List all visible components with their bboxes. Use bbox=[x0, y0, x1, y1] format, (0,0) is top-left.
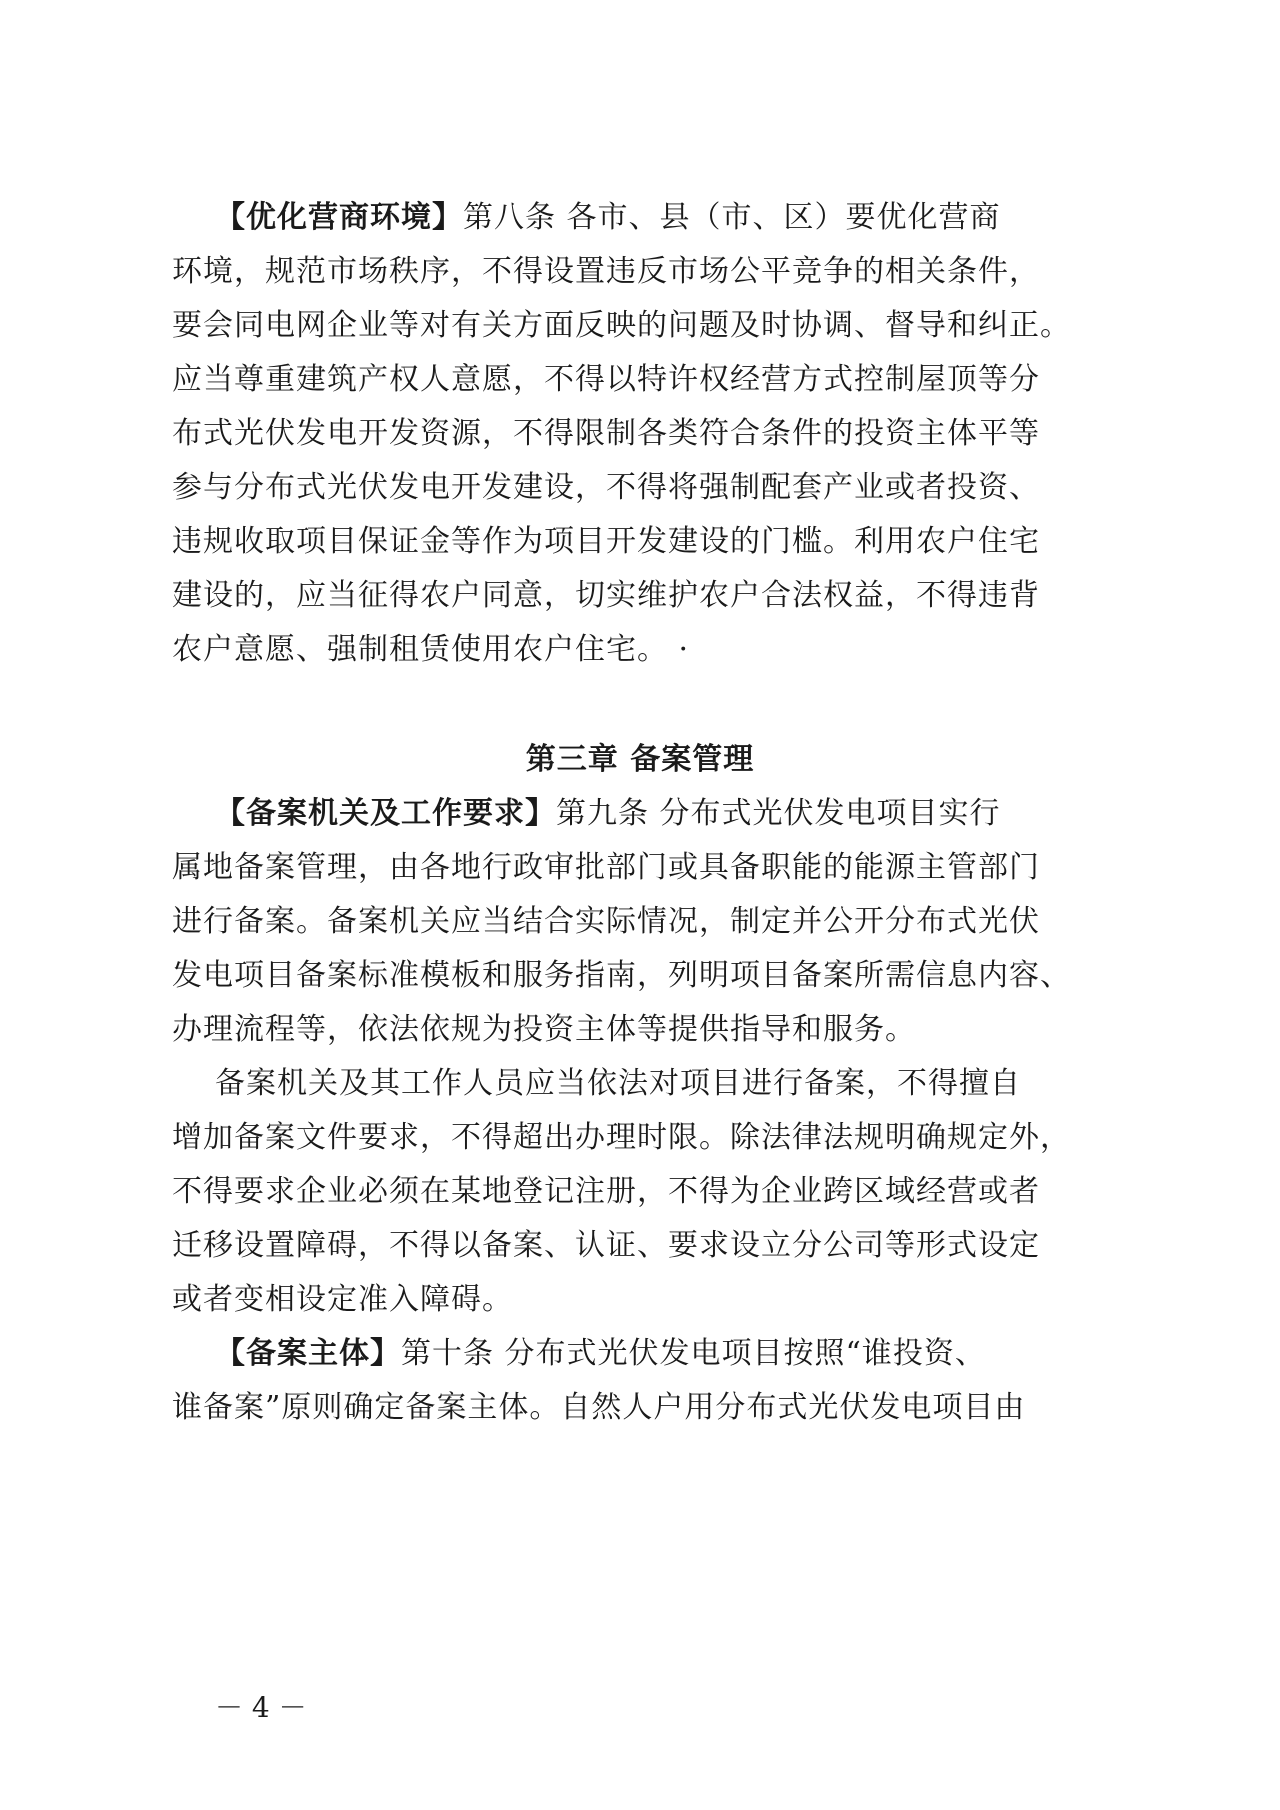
section9-line-3: 进行备案。备案机关应当结合实际情况，制定并公开分布式光伏 bbox=[172, 904, 1040, 939]
section8-line-6: 参与分布式光伏发电开发建设，不得将强制配套产业或者投资、 bbox=[172, 470, 1040, 505]
section9-line-2: 属地备案管理，由各地行政审批部门或具备职能的能源主管部门 bbox=[172, 850, 1040, 885]
section8-line-3: 要会同电网企业等对有关方面反映的问题及时协调、督导和纠正。 bbox=[172, 308, 1071, 343]
section9-para2-line-4: 迁移设置障碍，不得以备案、认证、要求设立分公司等形式设定 bbox=[172, 1228, 1040, 1263]
section8-line-2: 环境，规范市场秩序，不得设置违反市场公平竞争的相关条件， bbox=[172, 254, 1040, 289]
section9-para2-line-2: 增加备案文件要求，不得超出办理时限。除法律法规明确规定外， bbox=[172, 1120, 1071, 1155]
section8-line-9: 农户意愿、强制租赁使用农户住宅。 · bbox=[172, 632, 690, 667]
section9-text: 第九条 分布式光伏发电项目实行 bbox=[556, 796, 1001, 831]
section10-line-1 bbox=[215, 1334, 1165, 1374]
section8-line-7: 违规收取项目保证金等作为项目开发建设的门槛。利用农户住宅 bbox=[172, 524, 1040, 559]
section9-heading: 【备案机关及工作要求】 bbox=[215, 796, 556, 831]
page-number: － 4 － bbox=[215, 1691, 307, 1724]
section8-line-5: 布式光伏发电开发资源，不得限制各类符合条件的投资主体平等 bbox=[172, 416, 1040, 451]
section9-para2-line-5: 或者变相设定准入障碍。 bbox=[172, 1282, 513, 1317]
section9-line-1 bbox=[215, 794, 1165, 834]
section10-line-2: 谁备案”原则确定备案主体。自然人户用分布式光伏发电项目由 bbox=[172, 1390, 1026, 1425]
section9-para2-line-1: 备案机关及其工作人员应当依法对项目进行备案，不得擅自 bbox=[215, 1066, 1021, 1101]
section8-line-4: 应当尊重建筑产权人意愿，不得以特许权经营方式控制屋顶等分 bbox=[172, 362, 1040, 397]
section8-heading: 【优化营商环境】 bbox=[215, 200, 463, 235]
section8-line-1 bbox=[215, 198, 1165, 238]
section10-text: 第十条 分布式光伏发电项目按照“谁投资、 bbox=[401, 1336, 986, 1371]
chapter-title: 第三章 备案管理 bbox=[525, 742, 755, 777]
section9-line-5: 办理流程等，依法依规为投资主体等提供指导和服务。 bbox=[172, 1012, 916, 1047]
section8-text: 第八条 各市、县（市、区）要优化营商 bbox=[463, 200, 1001, 235]
section10-heading: 【备案主体】 bbox=[215, 1336, 401, 1371]
section9-para2-line-3: 不得要求企业必须在某地登记注册，不得为企业跨区域经营或者 bbox=[172, 1174, 1040, 1209]
section8-line-8: 建设的，应当征得农户同意，切实维护农户合法权益，不得违背 bbox=[172, 578, 1040, 613]
section9-line-4: 发电项目备案标准模板和服务指南，列明项目备案所需信息内容、 bbox=[172, 958, 1071, 993]
